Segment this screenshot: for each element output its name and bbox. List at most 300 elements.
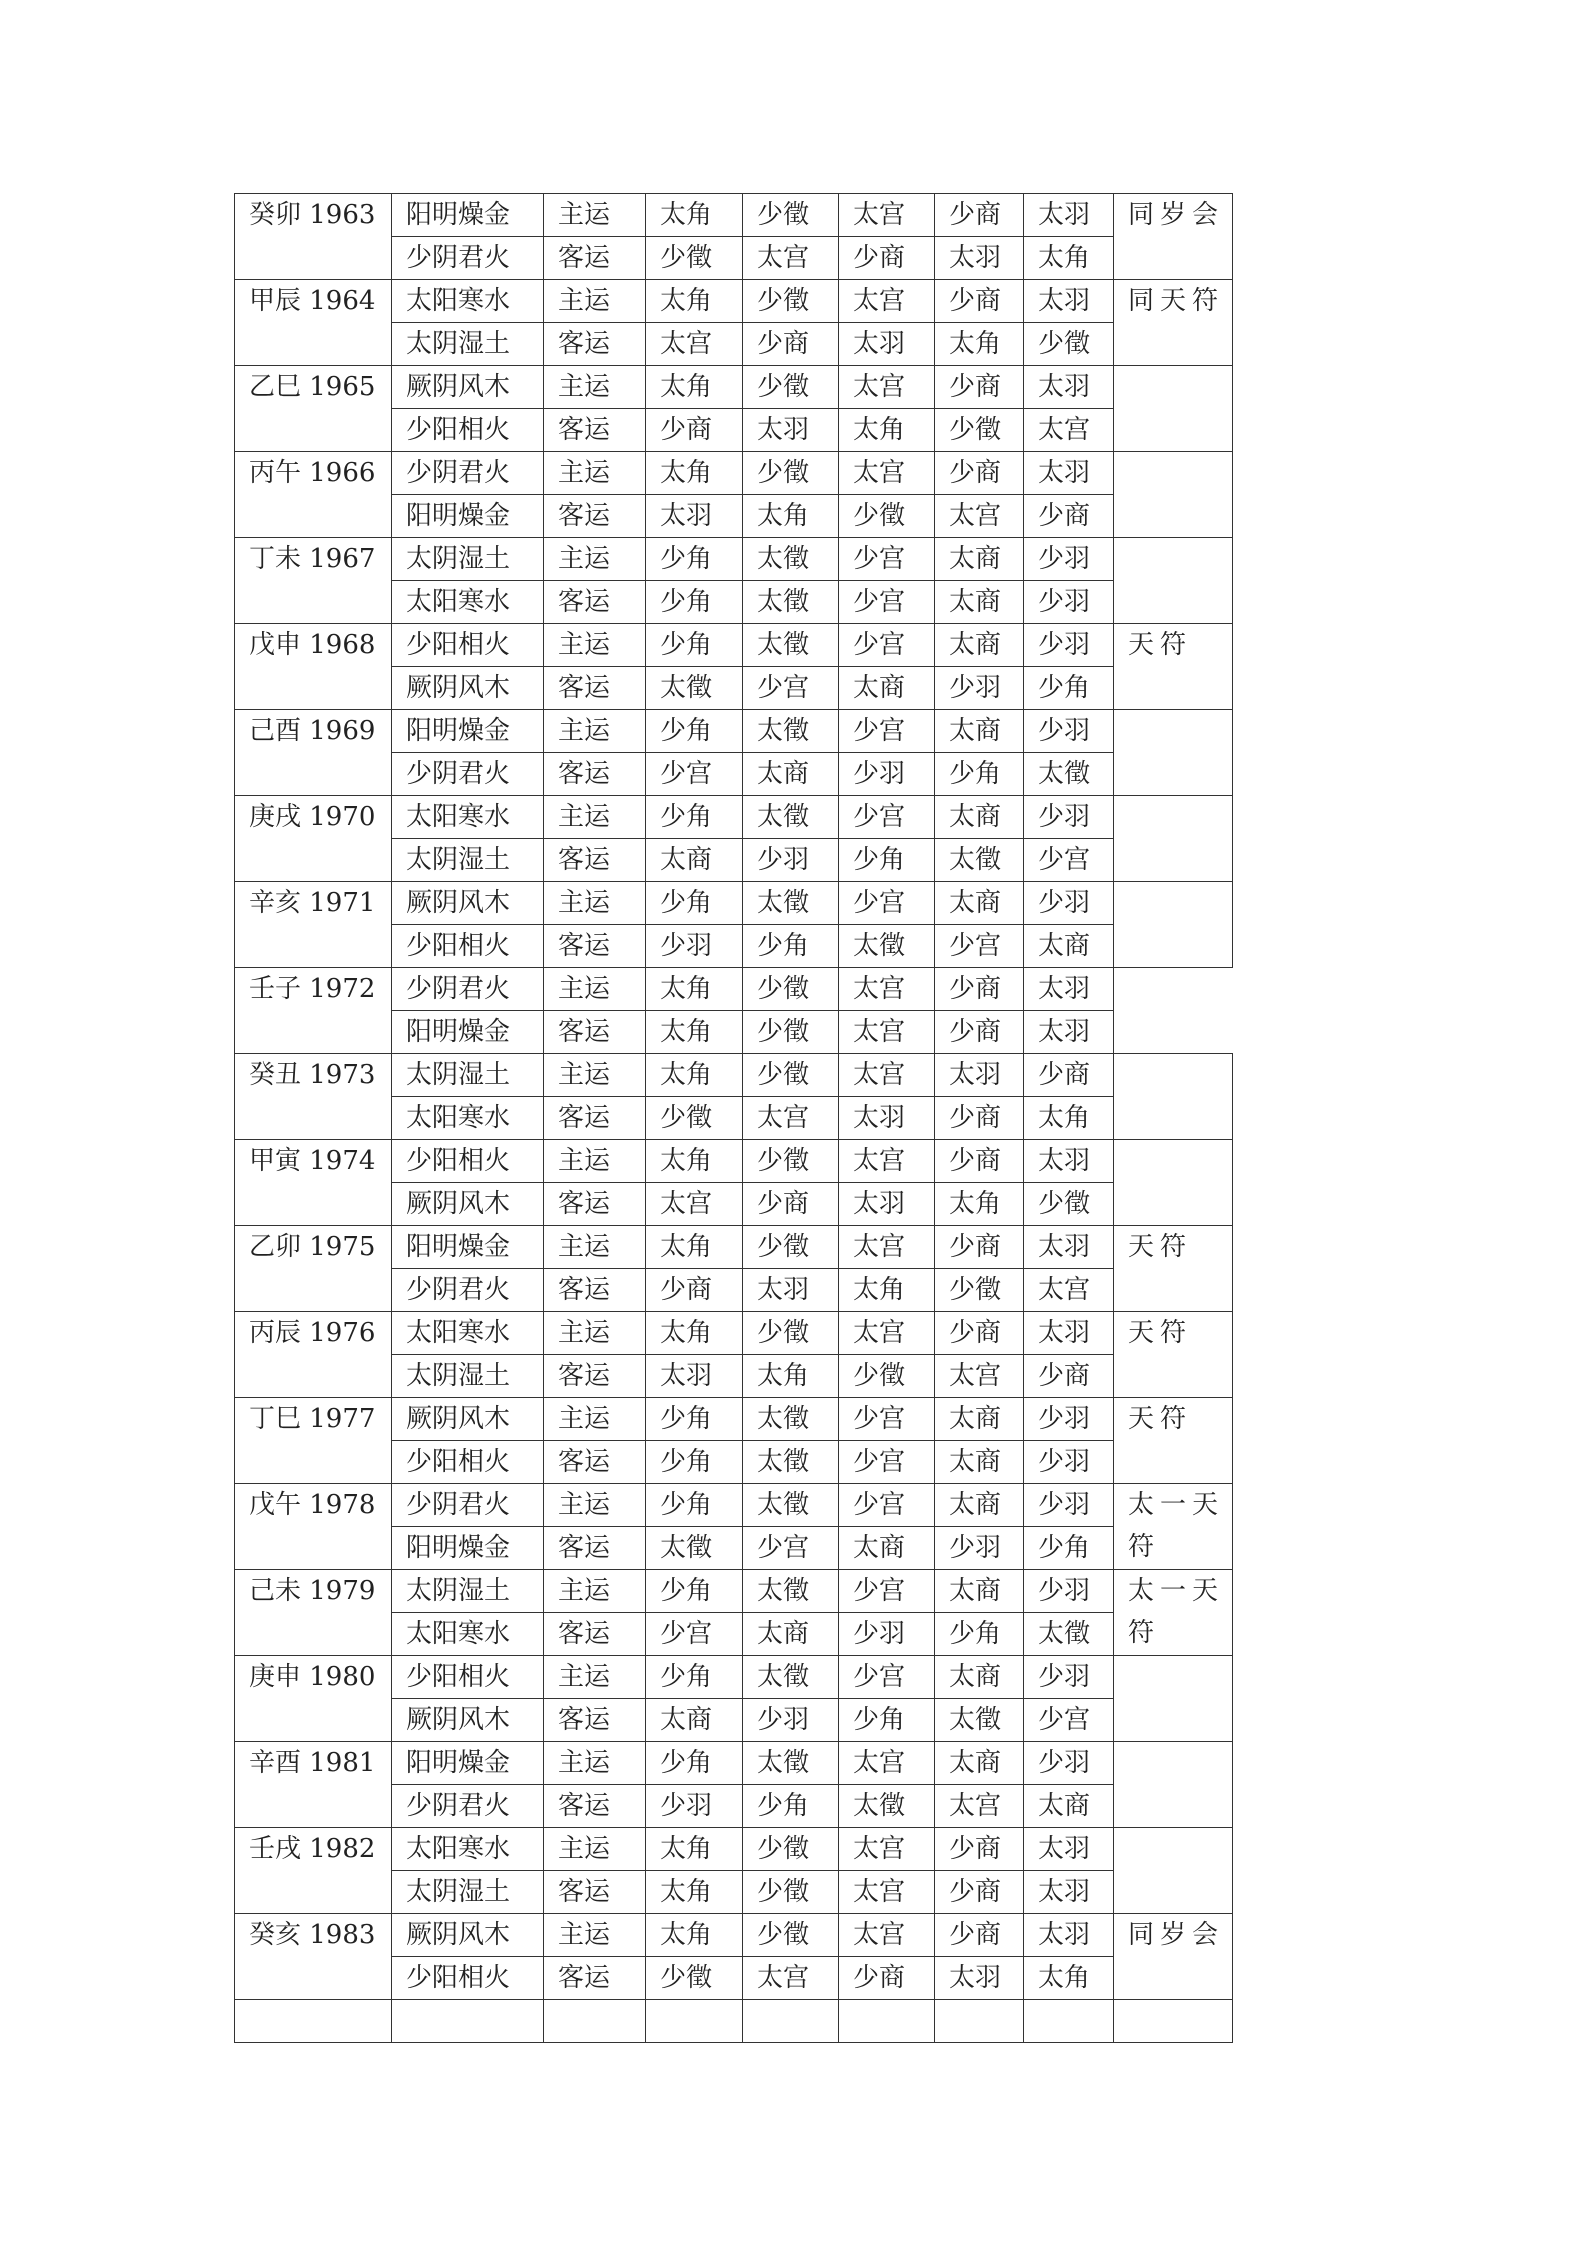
yun-type-cell: 客运 — [544, 1269, 646, 1312]
note-cell — [1114, 1828, 1233, 1914]
tone-cell: 少商 — [1024, 495, 1114, 538]
tone-cell: 少商 — [839, 237, 935, 280]
empty-cell — [1114, 2000, 1233, 2043]
year-cell: 庚申 1980 — [235, 1656, 392, 1742]
tone-cell: 太商 — [743, 753, 839, 796]
tone-cell: 少宫 — [839, 581, 935, 624]
year-cell: 辛酉 1981 — [235, 1742, 392, 1828]
empty-cell — [235, 2000, 392, 2043]
table-row — [235, 538, 1233, 581]
note-cell — [1114, 968, 1233, 1054]
tone-cell: 少商 — [935, 1828, 1024, 1871]
tone-cell: 太角 — [646, 366, 743, 409]
tone-cell: 少徵 — [743, 280, 839, 323]
yun-type-cell: 主运 — [544, 1312, 646, 1355]
tone-cell: 少角 — [743, 925, 839, 968]
table-row — [235, 1398, 1233, 1441]
tone-cell: 太羽 — [839, 1097, 935, 1140]
table-row — [235, 452, 1233, 495]
note-cell: 太一天符 — [1114, 1484, 1233, 1570]
tone-cell: 太徵 — [743, 1484, 839, 1527]
tone-cell: 太商 — [935, 1656, 1024, 1699]
tone-cell: 太宫 — [839, 366, 935, 409]
tone-cell: 太徵 — [935, 839, 1024, 882]
note-cell — [1114, 452, 1233, 538]
tone-cell: 少宫 — [839, 1656, 935, 1699]
tone-cell: 太角 — [646, 1011, 743, 1054]
tone-cell: 少角 — [646, 1484, 743, 1527]
tone-cell: 太商 — [743, 1613, 839, 1656]
tone-cell: 太宫 — [646, 323, 743, 366]
yun-type-cell: 主运 — [544, 1656, 646, 1699]
tone-cell: 太徵 — [743, 882, 839, 925]
qi-cell: 太阴湿土 — [392, 323, 544, 366]
tone-cell: 少商 — [935, 968, 1024, 1011]
qi-cell: 阳明燥金 — [392, 1226, 544, 1269]
tone-cell: 少宫 — [839, 624, 935, 667]
note-cell — [1114, 1054, 1233, 1140]
tone-cell: 太宫 — [839, 1312, 935, 1355]
tone-cell: 少宫 — [1024, 1699, 1114, 1742]
qi-cell: 太阴湿土 — [392, 538, 544, 581]
year-cell: 己酉 1969 — [235, 710, 392, 796]
tone-cell: 少商 — [935, 1871, 1024, 1914]
tone-cell: 太羽 — [646, 495, 743, 538]
tone-cell: 太羽 — [935, 1054, 1024, 1097]
tone-cell: 少羽 — [646, 1785, 743, 1828]
yun-type-cell: 主运 — [544, 1054, 646, 1097]
note-cell — [1114, 882, 1233, 968]
tone-cell: 太角 — [1024, 237, 1114, 280]
qi-cell: 厥阴风木 — [392, 667, 544, 710]
qi-cell: 少阴君火 — [392, 1269, 544, 1312]
tone-cell: 太羽 — [743, 1269, 839, 1312]
tone-cell: 少宫 — [839, 538, 935, 581]
qi-cell: 阳明燥金 — [392, 495, 544, 538]
yun-type-cell: 客运 — [544, 1613, 646, 1656]
tone-cell: 少羽 — [839, 1613, 935, 1656]
tone-cell: 少商 — [935, 1140, 1024, 1183]
tone-cell: 少宫 — [839, 1484, 935, 1527]
tone-cell: 太羽 — [646, 1355, 743, 1398]
empty-cell — [935, 2000, 1024, 2043]
qi-cell: 太阳寒水 — [392, 581, 544, 624]
year-cell: 壬戌 1982 — [235, 1828, 392, 1914]
tone-cell: 少羽 — [1024, 624, 1114, 667]
qi-cell: 少阳相火 — [392, 1140, 544, 1183]
yun-type-cell: 客运 — [544, 1527, 646, 1570]
tone-cell: 太羽 — [1024, 280, 1114, 323]
yun-type-cell: 主运 — [544, 1914, 646, 1957]
tone-cell: 少角 — [646, 882, 743, 925]
tone-cell: 少羽 — [1024, 538, 1114, 581]
tone-cell: 太商 — [935, 538, 1024, 581]
tone-cell: 少羽 — [1024, 1398, 1114, 1441]
tone-cell: 太宫 — [935, 495, 1024, 538]
yun-type-cell: 客运 — [544, 1183, 646, 1226]
yun-type-cell: 主运 — [544, 194, 646, 237]
tone-cell: 太羽 — [839, 1183, 935, 1226]
tone-cell: 少徵 — [743, 1011, 839, 1054]
tone-cell: 少角 — [935, 753, 1024, 796]
tone-cell: 少羽 — [1024, 1656, 1114, 1699]
table-row — [235, 1054, 1233, 1097]
yun-type-cell: 客运 — [544, 1957, 646, 2000]
table-row — [235, 1914, 1233, 1957]
tone-cell: 少宫 — [646, 753, 743, 796]
yun-type-cell: 客运 — [544, 753, 646, 796]
tone-cell: 少徵 — [646, 1957, 743, 2000]
tone-cell: 太徵 — [1024, 753, 1114, 796]
year-cell: 丁未 1967 — [235, 538, 392, 624]
tone-cell: 少商 — [646, 409, 743, 452]
qi-cell: 太阴湿土 — [392, 1054, 544, 1097]
tone-cell: 少商 — [935, 1312, 1024, 1355]
year-cell: 庚戌 1970 — [235, 796, 392, 882]
tone-cell: 太羽 — [1024, 194, 1114, 237]
tone-cell: 太羽 — [935, 237, 1024, 280]
year-cell: 戊午 1978 — [235, 1484, 392, 1570]
tone-cell: 少徵 — [935, 1269, 1024, 1312]
tone-cell: 太羽 — [1024, 1828, 1114, 1871]
tone-cell: 太宫 — [646, 1183, 743, 1226]
tone-cell: 少羽 — [1024, 796, 1114, 839]
qi-cell: 太阳寒水 — [392, 1613, 544, 1656]
tone-cell: 太商 — [839, 1527, 935, 1570]
table-row — [235, 1312, 1233, 1355]
yun-type-cell: 主运 — [544, 968, 646, 1011]
tone-cell: 太宫 — [839, 1742, 935, 1785]
table-row — [235, 1656, 1233, 1699]
qi-cell: 太阳寒水 — [392, 796, 544, 839]
tone-cell: 太羽 — [1024, 1914, 1114, 1957]
tone-cell: 太角 — [646, 968, 743, 1011]
qi-cell: 少阳相火 — [392, 1441, 544, 1484]
tone-cell: 太角 — [839, 409, 935, 452]
qi-cell: 厥阴风木 — [392, 1183, 544, 1226]
tone-cell: 太角 — [743, 1355, 839, 1398]
tone-cell: 少商 — [743, 323, 839, 366]
note-cell — [1114, 538, 1233, 624]
yun-type-cell: 客运 — [544, 1011, 646, 1054]
tone-cell: 太角 — [646, 1871, 743, 1914]
tone-cell: 少商 — [935, 366, 1024, 409]
tone-cell: 少宫 — [839, 882, 935, 925]
tone-cell: 太宫 — [935, 1355, 1024, 1398]
empty-cell — [392, 2000, 544, 2043]
tone-cell: 太宫 — [743, 237, 839, 280]
tone-cell: 太商 — [646, 1699, 743, 1742]
tone-cell: 少角 — [646, 581, 743, 624]
tone-cell: 少商 — [646, 1269, 743, 1312]
table-row — [235, 1742, 1233, 1785]
tone-cell: 太徵 — [743, 1570, 839, 1613]
yun-type-cell: 客运 — [544, 1097, 646, 1140]
note-cell: 太一天符 — [1114, 1570, 1233, 1656]
tone-cell: 太宫 — [839, 1226, 935, 1269]
table-row — [235, 1140, 1233, 1183]
tone-cell: 太徵 — [743, 581, 839, 624]
tone-cell: 少羽 — [935, 667, 1024, 710]
tone-cell: 少角 — [839, 1699, 935, 1742]
tone-cell: 少羽 — [743, 839, 839, 882]
yun-type-cell: 主运 — [544, 1140, 646, 1183]
tone-cell: 少宫 — [743, 667, 839, 710]
tone-cell: 太商 — [839, 667, 935, 710]
tone-cell: 少宫 — [743, 1527, 839, 1570]
tone-cell: 少徵 — [743, 1871, 839, 1914]
tone-cell: 少宫 — [839, 796, 935, 839]
note-cell — [1114, 710, 1233, 796]
year-cell: 己未 1979 — [235, 1570, 392, 1656]
tone-cell: 少宫 — [1024, 839, 1114, 882]
note-cell: 天符 — [1114, 1398, 1233, 1484]
tone-cell: 太商 — [646, 839, 743, 882]
tone-cell: 太羽 — [1024, 968, 1114, 1011]
tone-cell: 少羽 — [1024, 1441, 1114, 1484]
tone-cell: 少宫 — [935, 925, 1024, 968]
table-row — [235, 968, 1233, 1011]
tone-cell: 太徵 — [743, 624, 839, 667]
yun-type-cell: 主运 — [544, 1828, 646, 1871]
yun-type-cell: 客运 — [544, 1441, 646, 1484]
tone-cell: 太宫 — [1024, 1269, 1114, 1312]
table-row — [235, 796, 1233, 839]
tone-cell: 太宫 — [839, 968, 935, 1011]
tone-cell: 少羽 — [1024, 882, 1114, 925]
qi-cell: 少阳相火 — [392, 1957, 544, 2000]
tone-cell: 少徵 — [743, 1140, 839, 1183]
year-cell: 丙辰 1976 — [235, 1312, 392, 1398]
tone-cell: 少徵 — [743, 366, 839, 409]
yun-type-cell: 客运 — [544, 495, 646, 538]
tone-cell: 太徵 — [646, 1527, 743, 1570]
yun-type-cell: 客运 — [544, 839, 646, 882]
qi-cell: 太阳寒水 — [392, 1828, 544, 1871]
tone-cell: 太角 — [646, 1226, 743, 1269]
tone-cell: 少商 — [935, 452, 1024, 495]
tone-cell: 太羽 — [743, 409, 839, 452]
note-cell — [1114, 796, 1233, 882]
qi-cell: 少阴君火 — [392, 237, 544, 280]
yun-type-cell: 主运 — [544, 796, 646, 839]
qi-cell: 少阴君火 — [392, 1484, 544, 1527]
tone-cell: 太羽 — [1024, 1011, 1114, 1054]
tone-cell: 太角 — [743, 495, 839, 538]
yun-type-cell: 客运 — [544, 1355, 646, 1398]
year-cell: 癸亥 1983 — [235, 1914, 392, 2000]
tone-cell: 少角 — [743, 1785, 839, 1828]
qi-cell: 太阳寒水 — [392, 1312, 544, 1355]
tone-cell: 太宫 — [839, 1828, 935, 1871]
tone-cell: 太商 — [935, 1570, 1024, 1613]
tone-cell: 少角 — [1024, 1527, 1114, 1570]
tone-cell: 少徵 — [743, 1312, 839, 1355]
tone-cell: 太商 — [1024, 925, 1114, 968]
tone-cell: 太宫 — [839, 1140, 935, 1183]
year-cell: 癸卯 1963 — [235, 194, 392, 280]
tone-cell: 太角 — [646, 1140, 743, 1183]
tone-cell: 少商 — [935, 1097, 1024, 1140]
table-row — [235, 1484, 1233, 1527]
qi-cell: 太阴湿土 — [392, 1570, 544, 1613]
year-cell: 丙午 1966 — [235, 452, 392, 538]
tone-cell: 少宫 — [839, 1441, 935, 1484]
tone-cell: 少徵 — [743, 1828, 839, 1871]
tone-cell: 太宫 — [935, 1785, 1024, 1828]
tone-cell: 少羽 — [1024, 1742, 1114, 1785]
tone-cell: 太徵 — [743, 710, 839, 753]
yun-type-cell: 客运 — [544, 925, 646, 968]
tone-cell: 太徵 — [743, 1398, 839, 1441]
note-cell: 同天符 — [1114, 280, 1233, 366]
yun-type-cell: 客运 — [544, 1699, 646, 1742]
qi-cell: 阳明燥金 — [392, 1742, 544, 1785]
empty-cell — [1024, 2000, 1114, 2043]
year-cell: 辛亥 1971 — [235, 882, 392, 968]
yun-type-cell: 客运 — [544, 237, 646, 280]
year-cell: 戊申 1968 — [235, 624, 392, 710]
tone-cell: 太商 — [935, 796, 1024, 839]
tone-cell: 太商 — [935, 624, 1024, 667]
tone-cell: 太角 — [646, 1914, 743, 1957]
tone-cell: 少徵 — [1024, 1183, 1114, 1226]
tone-cell: 太宫 — [1024, 409, 1114, 452]
yun-type-cell: 主运 — [544, 882, 646, 925]
yun-qi-table — [234, 193, 1233, 2043]
tone-cell: 少徵 — [839, 1355, 935, 1398]
tone-cell: 少角 — [646, 796, 743, 839]
tone-cell: 少徵 — [743, 968, 839, 1011]
yun-type-cell: 主运 — [544, 538, 646, 581]
qi-cell: 厥阴风木 — [392, 1914, 544, 1957]
tone-cell: 太角 — [839, 1269, 935, 1312]
tone-cell: 少徵 — [743, 1226, 839, 1269]
tone-cell: 太商 — [935, 710, 1024, 753]
tone-cell: 太宫 — [839, 1914, 935, 1957]
table-row — [235, 1570, 1233, 1613]
note-cell — [1114, 1742, 1233, 1828]
tone-cell: 太宫 — [839, 452, 935, 495]
tone-cell: 少羽 — [935, 1527, 1024, 1570]
qi-cell: 阳明燥金 — [392, 194, 544, 237]
tone-cell: 少徵 — [743, 194, 839, 237]
yun-type-cell: 主运 — [544, 452, 646, 495]
qi-cell: 太阴湿土 — [392, 839, 544, 882]
tone-cell: 太羽 — [1024, 1140, 1114, 1183]
yun-type-cell: 客运 — [544, 409, 646, 452]
table-row — [235, 366, 1233, 409]
tone-cell: 少宫 — [839, 1398, 935, 1441]
tone-cell: 少羽 — [839, 753, 935, 796]
tone-cell: 太徵 — [743, 796, 839, 839]
tone-cell: 太角 — [935, 1183, 1024, 1226]
tone-cell: 少徵 — [935, 409, 1024, 452]
qi-cell: 太阳寒水 — [392, 280, 544, 323]
tone-cell: 太徵 — [743, 1656, 839, 1699]
tone-cell: 太角 — [1024, 1957, 1114, 2000]
qi-cell: 少阳相火 — [392, 409, 544, 452]
tone-cell: 少角 — [646, 1441, 743, 1484]
tone-cell: 太角 — [646, 1054, 743, 1097]
tone-cell: 少商 — [1024, 1054, 1114, 1097]
tone-cell: 少羽 — [646, 925, 743, 968]
tone-cell: 少商 — [839, 1957, 935, 2000]
qi-cell: 少阴君火 — [392, 968, 544, 1011]
tone-cell: 太角 — [646, 452, 743, 495]
tone-cell: 少羽 — [1024, 581, 1114, 624]
qi-cell: 少阳相火 — [392, 624, 544, 667]
note-cell: 天符 — [1114, 1312, 1233, 1398]
tone-cell: 太徵 — [743, 1441, 839, 1484]
empty-row — [235, 2000, 1233, 2043]
yun-type-cell: 主运 — [544, 280, 646, 323]
empty-cell — [646, 2000, 743, 2043]
tone-cell: 少徵 — [839, 495, 935, 538]
qi-cell: 厥阴风木 — [392, 1699, 544, 1742]
tone-cell: 太角 — [646, 194, 743, 237]
tone-cell: 太羽 — [1024, 1871, 1114, 1914]
table-row — [235, 1226, 1233, 1269]
tone-cell: 太宫 — [839, 1054, 935, 1097]
tone-cell: 太徵 — [935, 1699, 1024, 1742]
tone-cell: 少商 — [935, 1011, 1024, 1054]
empty-cell — [839, 2000, 935, 2043]
qi-cell: 阳明燥金 — [392, 1011, 544, 1054]
year-cell: 甲辰 1964 — [235, 280, 392, 366]
tone-cell: 少宫 — [646, 1613, 743, 1656]
tone-cell: 太羽 — [839, 323, 935, 366]
tone-cell: 太宫 — [743, 1957, 839, 2000]
tone-cell: 太羽 — [935, 1957, 1024, 2000]
table-row — [235, 280, 1233, 323]
qi-cell: 少阴君火 — [392, 1785, 544, 1828]
year-cell: 壬子 1972 — [235, 968, 392, 1054]
tone-cell: 太宫 — [839, 280, 935, 323]
year-cell: 甲寅 1974 — [235, 1140, 392, 1226]
tone-cell: 少角 — [646, 1398, 743, 1441]
tone-cell: 太徵 — [646, 667, 743, 710]
note-cell: 天符 — [1114, 1226, 1233, 1312]
tone-cell: 太徵 — [839, 925, 935, 968]
qi-cell: 阳明燥金 — [392, 710, 544, 753]
tone-cell: 少徵 — [743, 1054, 839, 1097]
tone-cell: 太角 — [935, 323, 1024, 366]
tone-cell: 少徵 — [743, 1914, 839, 1957]
qi-cell: 太阴湿土 — [392, 1871, 544, 1914]
tone-cell: 少角 — [646, 538, 743, 581]
yun-type-cell: 客运 — [544, 1871, 646, 1914]
table-row — [235, 710, 1233, 753]
tone-cell: 太徵 — [1024, 1613, 1114, 1656]
note-cell: 同岁会 — [1114, 194, 1233, 280]
qi-cell: 厥阴风木 — [392, 1398, 544, 1441]
qi-cell: 少阴君火 — [392, 753, 544, 796]
note-cell — [1114, 1656, 1233, 1742]
tone-cell: 少角 — [646, 1570, 743, 1613]
tone-cell: 少羽 — [1024, 1484, 1114, 1527]
empty-cell — [743, 2000, 839, 2043]
qi-cell: 太阴湿土 — [392, 1355, 544, 1398]
tone-cell: 少商 — [935, 280, 1024, 323]
tone-cell: 少商 — [935, 1226, 1024, 1269]
tone-cell: 太徵 — [743, 1742, 839, 1785]
tone-cell: 少角 — [935, 1613, 1024, 1656]
tone-cell: 少徵 — [1024, 323, 1114, 366]
tone-cell: 太角 — [646, 1828, 743, 1871]
tone-cell: 太羽 — [1024, 366, 1114, 409]
tone-cell: 太徵 — [839, 1785, 935, 1828]
